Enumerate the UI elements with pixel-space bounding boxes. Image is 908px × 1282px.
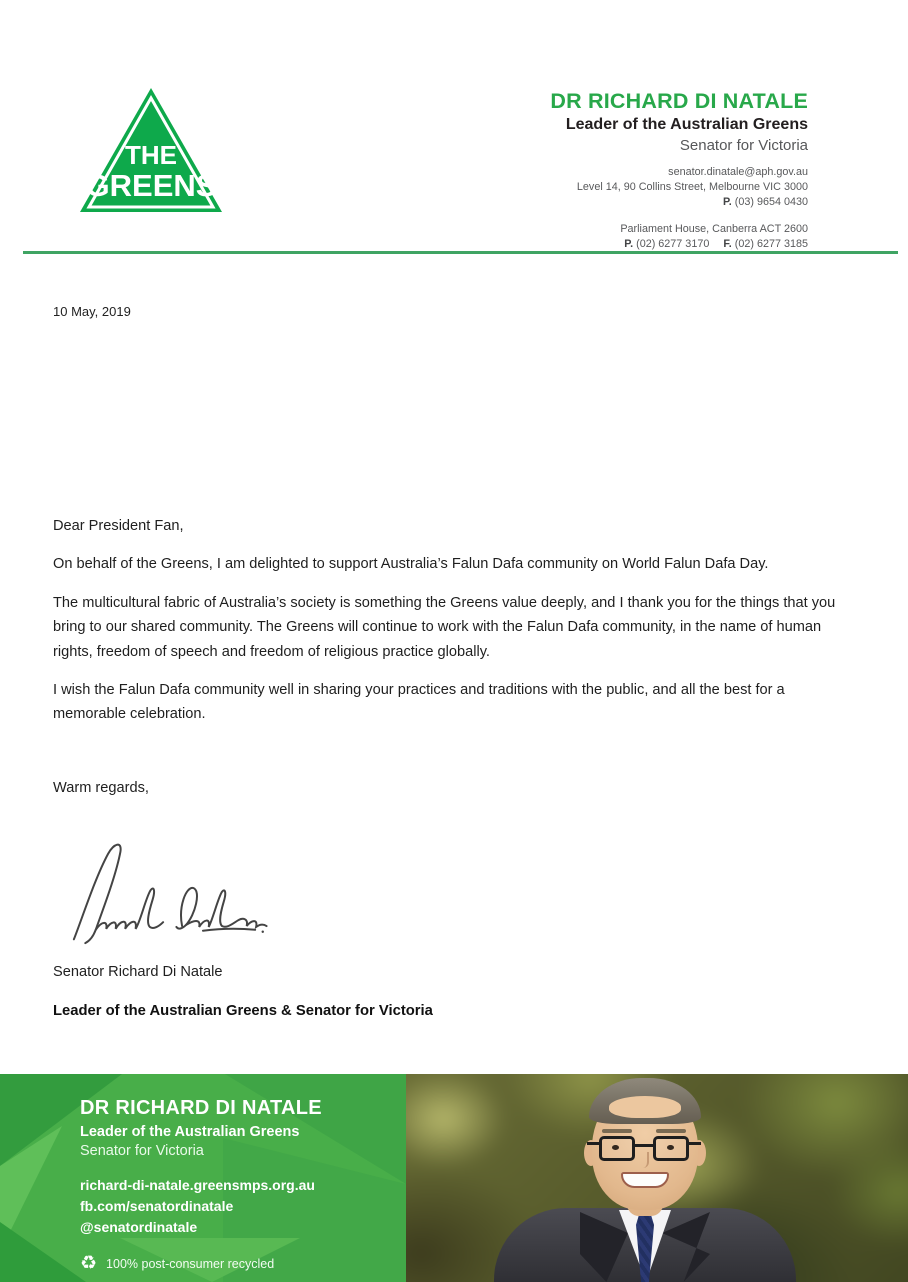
canberra-office-contact [550, 222, 808, 252]
green-divider-rule [23, 251, 898, 254]
glasses-bridge [634, 1144, 654, 1147]
logo-text-greens: GREENS [85, 168, 217, 203]
recycle-icon: ♻ [80, 1253, 98, 1274]
fax-label: F. [723, 238, 732, 250]
portrait-eye-left [612, 1145, 619, 1150]
glasses-arm-right [688, 1142, 701, 1145]
letterhead-subtitle: Senator for Victoria [679, 137, 808, 154]
paragraph-1: On behalf of the Greens, I am delighted to support Australia’s Falun Dafa community on World Falun Dafa Day. [53, 556, 769, 573]
portrait-eyebrow-left [602, 1129, 632, 1133]
greens-logo [78, 86, 224, 214]
footer-facebook: fb.com/senatordinatale [80, 1198, 234, 1214]
footer-subtitle: Senator for Victoria [80, 1143, 204, 1159]
melbourne-phone [550, 195, 808, 210]
footer-photo-panel [406, 1074, 908, 1282]
letter-body [53, 514, 845, 741]
signatory-title: Leader of the Australian Greens & Senator for Victoria [53, 1003, 433, 1019]
recycled-note: 100% post-consumer recycled [106, 1256, 275, 1271]
footer-text-block [80, 1096, 322, 1273]
phone-label: P. [722, 196, 732, 208]
phone-number: (03) 9654 0430 [731, 196, 808, 208]
letterhead-title: Leader of the Australian Greens [565, 116, 808, 133]
recycled-note-row [80, 1254, 322, 1273]
footer-banner [0, 1074, 908, 1282]
letterhead-contact-block [550, 88, 808, 252]
closing-phrase: Warm regards, [53, 780, 149, 796]
footer-name: DR RICHARD DI NATALE [80, 1097, 322, 1119]
footer-green-panel [0, 1074, 406, 1282]
melbourne-address: Level 14, 90 Collins Street, Melbourne VIC 3000 [576, 181, 808, 193]
melbourne-office-contact [550, 165, 808, 210]
paragraph-3: I wish the Falun Dafa community well in sharing your practices and traditions with the public, and all the best for a memorable celebration. [53, 682, 785, 723]
letter-date: 10 May, 2019 [53, 304, 131, 319]
logo-text-the: THE [125, 140, 177, 170]
salutation: Dear President Fan, [53, 518, 184, 534]
footer-website: richard-di-natale.greensmps.org.au [80, 1177, 315, 1193]
portrait-hairline [609, 1096, 681, 1118]
portrait-photo [406, 1074, 908, 1282]
canberra-address: Parliament House, Canberra ACT 2600 [620, 223, 808, 235]
portrait-nose [641, 1152, 649, 1168]
fax-number: (02) 6277 3185 [731, 238, 808, 250]
letterhead-name: DR RICHARD DI NATALE [550, 89, 808, 113]
portrait-smile [621, 1172, 669, 1188]
greens-logo-triangle [78, 86, 224, 214]
footer-links [80, 1175, 322, 1238]
phone-number: (02) 6277 3170 [633, 238, 710, 250]
signatory-name: Senator Richard Di Natale [53, 964, 223, 980]
footer-twitter-handle: @senatordinatale [80, 1219, 198, 1235]
portrait-eye-right [667, 1145, 674, 1150]
handwritten-signature [60, 833, 270, 945]
phone-label: P. [624, 238, 634, 250]
paragraph-2: The multicultural fabric of Australia’s society is something the Greens value deeply, and I thank you for the things that you bring to our shared community. The Greens will continue to work with the Falun Dafa community, in the name of human rights, freedom of speech and freedom of religious practice globally. [53, 594, 836, 660]
email-address: senator.dinatale@aph.gov.au [668, 166, 808, 178]
glasses-arm-left [587, 1142, 600, 1145]
canberra-phone-fax [550, 237, 808, 252]
portrait-eyebrow-right [656, 1129, 686, 1133]
footer-title: Leader of the Australian Greens [80, 1124, 300, 1140]
